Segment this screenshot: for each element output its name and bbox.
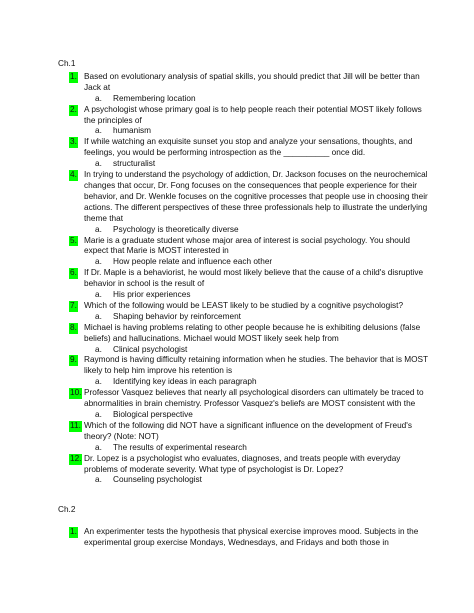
question-number-highlight: 3. bbox=[70, 137, 77, 147]
answer-item bbox=[58, 225, 434, 236]
question-number-highlight: 6. bbox=[70, 268, 77, 278]
answer-text: Biological perspective bbox=[113, 410, 193, 419]
question-number-highlight: 10. bbox=[70, 388, 82, 398]
answer-letter: a. bbox=[95, 344, 102, 354]
answer-letter: a. bbox=[95, 442, 102, 452]
answer-letter: a. bbox=[95, 257, 102, 267]
question-item bbox=[58, 355, 434, 377]
answer-letter: a. bbox=[95, 377, 102, 387]
question-item bbox=[58, 454, 434, 476]
answer-item bbox=[58, 94, 434, 105]
question-number-highlight: 1. bbox=[70, 527, 77, 537]
question-text: Professor Vasquez believes that nearly all psychological disorders can ultimately be traced to abnormalities in brain chemistry. Professor Vasquez's beliefs are MOST consistent with the bbox=[84, 388, 424, 409]
answer-letter: a. bbox=[95, 93, 102, 103]
answer-letter: a. bbox=[95, 126, 102, 136]
question-item bbox=[58, 170, 434, 225]
answer-letter: a. bbox=[95, 290, 102, 300]
answer-text: Counseling psychologist bbox=[113, 475, 202, 485]
question-text: Based on evolutionary analysis of spatial skills, you should predict that Jill will be better than Jack at bbox=[84, 71, 420, 92]
question-text: Marie is a graduate student whose major area of interest is social psychology. You should expect that Marie is MOST interested in bbox=[84, 235, 410, 256]
answer-letter: a. bbox=[95, 159, 102, 169]
answer-item bbox=[58, 126, 434, 137]
answer-item bbox=[58, 257, 434, 268]
question-text: A psychologist whose primary goal is to help people reach their potential MOST likely follows the principles of bbox=[84, 104, 422, 125]
answer-text: Psychology is theoretically diverse bbox=[113, 224, 239, 234]
answer-letter: a. bbox=[95, 311, 102, 321]
question-number-highlight: 11. bbox=[70, 420, 81, 430]
question-item bbox=[58, 421, 434, 443]
answer-text: The results of experimental research bbox=[113, 442, 247, 452]
answer-item bbox=[58, 410, 434, 421]
answer-item bbox=[58, 443, 434, 454]
question-number-highlight: 5. bbox=[70, 235, 77, 245]
answer-text: How people relate and influence each other bbox=[113, 257, 273, 267]
answer-text: Identifying key ideas in each paragraph bbox=[113, 377, 257, 387]
question-number-highlight: 2. bbox=[70, 104, 77, 114]
answer-item bbox=[58, 345, 434, 356]
question-item bbox=[58, 301, 434, 312]
answer-letter: a. bbox=[95, 410, 102, 419]
answer-item bbox=[58, 290, 434, 301]
question-text: Michael is having problems relating to other people because he is exhibiting delusions (false beliefs) and hallucinations. Michael would MOST likely seek help from bbox=[84, 322, 421, 343]
question-item bbox=[58, 236, 434, 258]
answer-text: His prior experiences bbox=[113, 290, 191, 300]
answer-letter: a. bbox=[95, 224, 102, 234]
question-text: Dr. Lopez is a psychologist who evaluates, diagnoses, and treats people with everyday problems of moderate severity. What type of psychologist is Dr. Lopez? bbox=[84, 453, 401, 474]
question-text: If Dr. Maple is a behaviorist, he would most likely believe that the cause of a child's disruptive behavior in school is the result of bbox=[84, 268, 424, 289]
question-item bbox=[58, 388, 434, 410]
question-number-highlight: 9. bbox=[70, 355, 77, 365]
question-item bbox=[58, 105, 434, 127]
answer-item bbox=[58, 312, 434, 323]
question-text: In trying to understand the psychology of addiction, Dr. Jackson focuses on the neurochemical changes that occur, Dr. Fong focuses on the consequences that people experience for their behavior, and Dr. Wenkle focuses on the cognitive processes that people use in choosing their actions. The different perspectives of these three professionals help to illustrate the underlying theme that bbox=[84, 170, 428, 223]
question-text: If while watching an exquisite sunset you stop and analyze your sensations, thoughts, and feelings, you would be performing introspection as the __________ once did. bbox=[84, 137, 413, 158]
answer-text: humanism bbox=[113, 126, 152, 136]
question-item bbox=[58, 323, 434, 345]
question-number-highlight: 7. bbox=[70, 300, 77, 310]
question-text: Which of the following would be LEAST likely to be studied by a cognitive psychologist? bbox=[84, 300, 404, 310]
answer-text: structuralist bbox=[113, 159, 156, 169]
chapter-heading: Ch.1 bbox=[58, 59, 76, 68]
question-item bbox=[58, 137, 434, 159]
question-text: Which of the following did NOT have a significant influence on the development of Freud's theory? (Note: NOT) bbox=[84, 420, 412, 441]
answer-item bbox=[58, 377, 434, 388]
question-number-highlight: 1. bbox=[70, 71, 77, 81]
question-item bbox=[58, 268, 434, 290]
answer-item bbox=[58, 159, 434, 170]
question-item bbox=[58, 72, 434, 94]
question-text: An experimenter tests the hypothesis that physical exercise improves mood. Subjects in the experimental group exercise Mondays, Wednesdays, and Fridays and both those in bbox=[84, 527, 419, 548]
question-number-highlight: 4. bbox=[70, 170, 77, 180]
answer-letter: a. bbox=[95, 475, 102, 485]
question-number-highlight: 8. bbox=[70, 322, 77, 332]
answer-text: Shaping behavior by reinforcement bbox=[113, 311, 241, 321]
chapter-heading: Ch.2 bbox=[58, 505, 76, 515]
question-text: Raymond is having difficulty retaining information when he studies. The behavior that is MOST likely to help him improve his retention is bbox=[84, 355, 428, 376]
answer-text: Clinical psychologist bbox=[113, 344, 188, 354]
question-number-highlight: 12. bbox=[70, 453, 82, 463]
question-item bbox=[58, 527, 434, 549]
answer-item bbox=[58, 475, 434, 486]
answer-text: Remembering location bbox=[113, 93, 196, 103]
